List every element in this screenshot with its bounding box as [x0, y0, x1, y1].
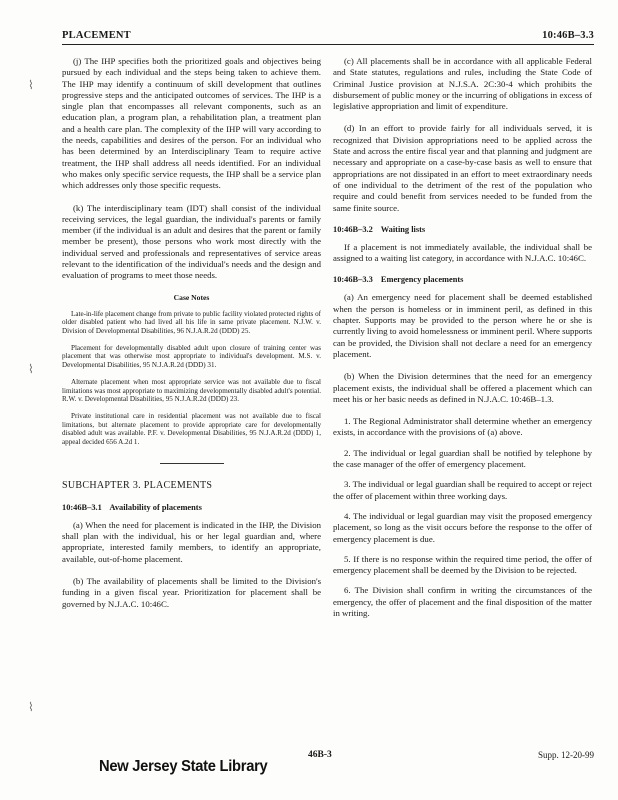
procedure-step: 4. The individual or legal guardian may visit the proposed emergency placement, so long as the visit occurs before the response to the offer of emergency placement is due.	[333, 510, 592, 544]
margin-mark-icon: ⌇	[28, 362, 34, 376]
paragraph-3-3-a: (a) An emergency need for placement shall be deemed established when the person is homeless or in imminent peril, as defined in this chapter. Supports may be provided to the person where he or she is currently living to avoid homelessness or imminent peril. Where supports can be provided, the Division shall not declare a need for an emergency placement.	[333, 292, 592, 359]
header-section-title: PLACEMENT	[62, 30, 131, 41]
case-note: Private institutional care in residential placement was not available due to fiscal limitations, but alternate placement to provide appropriate care for developmentally disabled adult was available. P.F. v. Developmental Disabilities, 95 N.J.A.R.2d (DDD) 1, appeal decided 656 A.2d 1.	[62, 411, 321, 447]
running-header	[62, 28, 594, 45]
section-title: Waiting lists	[380, 224, 426, 234]
case-note: Alternate placement when most appropriate service was not available due to fiscal limitations was most appropriate to maximizing developmentally disabled adult's potential. R.W. v. Developmental Disabilities, 95 N.J.A.R.2d (DDD) 23.	[62, 377, 321, 404]
supplement-date: Supp. 12-20-99	[538, 750, 594, 760]
divider	[160, 463, 224, 464]
section-title: Availability of placements	[109, 502, 202, 512]
case-notes-title: Case Notes	[173, 292, 210, 302]
paragraph-c: (c) All placements shall be in accordance with all applicable Federal and State statutes, regulations and rules, including the State Code of Criminal Justice provision at N.J.S.A. 2C:30-4 which prohibits the disbursement of public money or the incurring of obligations in excess of legislative appropriation and limit of expenditure.	[333, 56, 592, 112]
subchapter-heading: SUBCHAPTER 3. PLACEMENTS	[62, 479, 213, 491]
procedure-step: 6. The Division shall confirm in writing the circumstances of the emergency, the offer of placement and the final disposition of the matter in writing.	[333, 585, 592, 618]
section-heading-3-3	[333, 275, 592, 284]
case-note: Placement for developmentally disabled adult upon closure of training center was placement that was otherwise most appropriate to individual's development. M.S. v. Developmental Disabilities, 95 N.J.A.R.2d (DDD) 31.	[62, 343, 321, 370]
paragraph-3-1-a: (a) When the need for placement is indicated in the IHP, the Division shall plan with the individual, his or her legal guardian and, where appropriate, interested family members, to identify an appropriate, available, out-of-home placement.	[62, 519, 321, 564]
page-number: 46B-3	[308, 750, 332, 760]
section-number: 10:46B–3.2	[333, 224, 373, 234]
procedure-step: 5. If there is no response within the required time period, the offer of emergency placement shall be deemed by the Division to be rejected.	[333, 553, 592, 576]
paragraph-3-3-b: (b) When the Division determines that the need for an emergency placement exists, the individual shall be offered a placement which can meet his or her basic needs as defined in N.J.A.C. 10:46B–1.3.	[333, 371, 592, 404]
paragraph-j: (j) The IHP specifies both the prioritized goals and objectives being pursued by each individual and the steps being taken to achieve them. The IHP may identify a continuum of skill development that outlines progressive steps and the anticipated outcomes of services. The IHP is a single plan that encompasses all relevant components, such as an education plan, a program plan, a rehabilitation plan, a treatment plan and a health care plan. The complexity of the IHP will vary according to the needs, capabilities and desires of the person. For an individual who has been determined by an Interdisciplinary Team to require active treatment, the IHP shall address all needs identified. For an individual who makes only specific service requests, the IHP shall be a service plan which addresses only those specific requests.	[62, 56, 321, 191]
right-column	[333, 56, 592, 628]
procedure-step: 3. The individual or legal guardian shall be required to accept or reject the offer of placement within three working days.	[333, 479, 592, 501]
paragraph-3-1-b: (b) The availability of placements shall be limited to the Division's funding in a given fiscal year. Prioritization for placement shall be governed by N.J.A.C. 10:46C.	[62, 575, 321, 609]
section-heading-3-1	[62, 503, 321, 512]
procedure-step: 2. The individual or legal guardian shall be notified by telephone by the case manager of the offer of emergency placement.	[333, 447, 592, 470]
left-column	[62, 56, 321, 621]
paragraph-k: (k) The interdisciplinary team (IDT) shall consist of the individual receiving services, the legal guardian, the individual's parents or family member (if the individual is an adult and desires that the parent or family member be present), those persons who work most directly with the individual served and professionals and representatives of service areas relevant to the identification of the individual's needs and the design and evaluation of programs to meet those needs.	[62, 202, 321, 281]
margin-mark-icon: ⌇	[28, 78, 34, 92]
case-note: Late-in-life placement change from private to public facility violated protected rights of older disabled patient who had lived all his life in same private placement. N.J.W. v. Division of Developmental Disabilities, 96 N.J.A.R.2d (DDD) 25.	[62, 309, 321, 336]
section-heading-3-2	[333, 225, 592, 234]
section-title: Emergency placements	[380, 275, 464, 285]
header-section-number: 10:46B–3.3	[542, 30, 594, 41]
section-number: 10:46B–3.3	[333, 275, 373, 285]
paragraph-d: (d) In an effort to provide fairly for all individuals served, it is recognized that Division appropriations need to be applied across the State and across the entire fiscal year and that planning and judgment are necessary and appropriate on a case-by-case basis as well to ensure that appropriations are not dissipated in an effort to meet extraordinary needs of one individual to the detriment of the rest of the population who require and could benefit from services needed to be funded from the same finite source.	[333, 123, 592, 213]
procedure-step: 1. The Regional Administrator shall determine whether an emergency exists, in accordance with the provisions of (a) above.	[333, 416, 592, 438]
margin-mark-icon: ⌇	[28, 700, 34, 714]
library-stamp: New Jersey State Library	[99, 758, 268, 775]
section-number: 10:46B–3.1	[62, 502, 102, 512]
paragraph-3-2: If a placement is not immediately available, the individual shall be assigned to a waiting list category, in accordance with N.J.A.C. 10:46C.	[333, 241, 592, 264]
